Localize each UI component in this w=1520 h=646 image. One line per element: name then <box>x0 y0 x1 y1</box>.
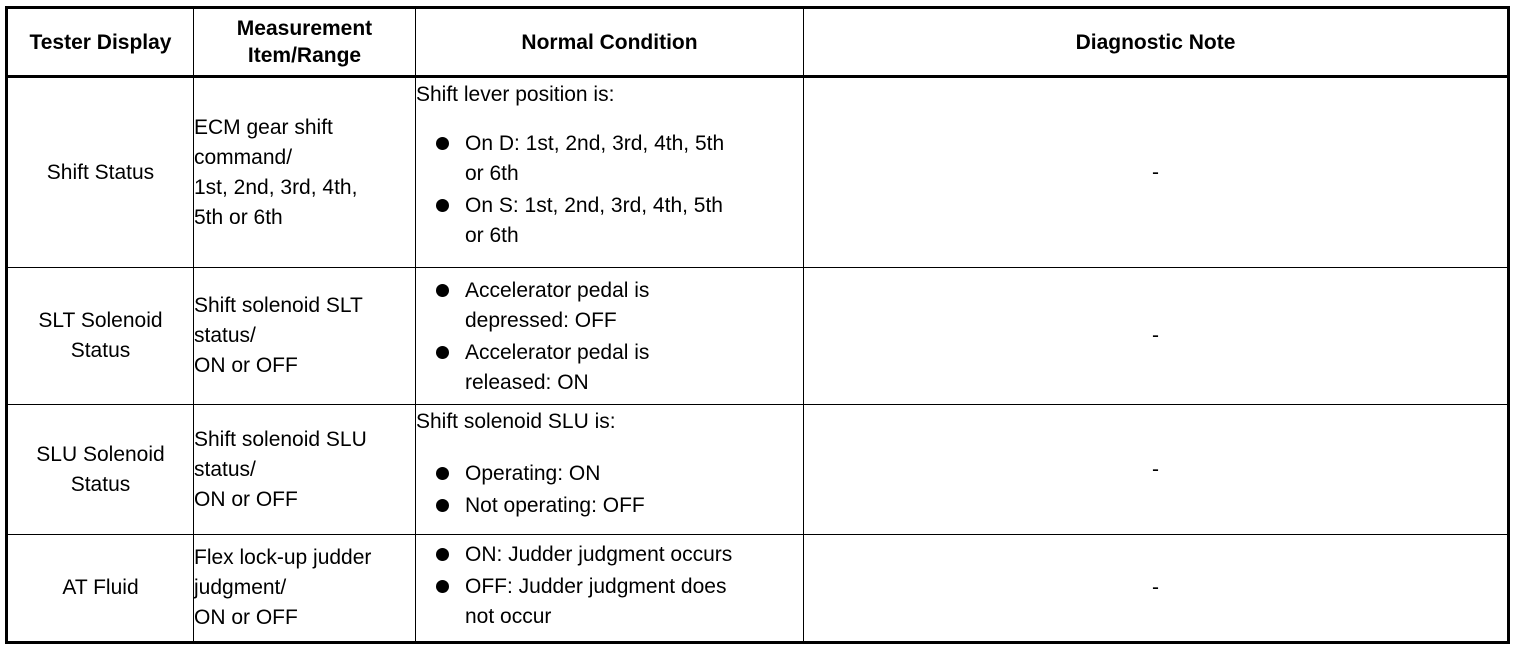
tester-display-cell <box>7 405 194 535</box>
measurement-item-line: 1st, 2nd, 3rd, 4th, <box>194 175 358 199</box>
list-item-line: Accelerator pedal is <box>465 341 650 364</box>
tester-display-cell <box>7 535 194 643</box>
measurement-item-line: Shift solenoid SLT <box>194 294 363 317</box>
bullet-icon <box>436 580 449 593</box>
diagnostic-data-table <box>5 6 1510 644</box>
tester-display-line: Status <box>70 339 131 362</box>
list-item <box>416 276 803 336</box>
measurement-item-cell <box>194 77 416 268</box>
list-item-line: or 6th <box>465 224 519 247</box>
diagnostic-note-text: - <box>1152 324 1159 347</box>
list-item-line: Not operating: OFF <box>465 494 645 517</box>
list-item <box>416 338 803 398</box>
list-item-line: not occur <box>465 605 552 628</box>
tester-display-cell <box>7 268 194 405</box>
bullet-icon <box>436 346 449 359</box>
measurement-item-cell <box>194 405 416 535</box>
list-item-line: depressed: OFF <box>465 309 617 332</box>
measurement-item-line: Flex lock-up judder <box>194 546 372 569</box>
measurement-item-line: status/ <box>194 324 256 347</box>
normal-condition-list <box>416 540 803 632</box>
table-row <box>7 535 1509 643</box>
diagnostic-note-text: - <box>1152 457 1159 481</box>
list-item-line: released: ON <box>465 371 589 394</box>
normal-condition-list <box>416 276 803 398</box>
tester-display-line: SLT Solenoid <box>38 309 163 332</box>
normal-condition-list <box>416 459 803 521</box>
normal-condition-list <box>416 129 803 251</box>
tester-display-line: AT Fluid <box>62 576 139 599</box>
list-item-line: On D: 1st, 2nd, 3rd, 4th, 5th <box>465 132 725 155</box>
diagnostic-note-cell <box>804 405 1509 535</box>
measurement-item-line: Shift solenoid SLU <box>194 427 367 451</box>
normal-condition-cell <box>416 535 804 643</box>
bullet-icon <box>436 467 449 480</box>
bullet-icon <box>436 548 449 561</box>
bullet-icon <box>436 199 449 212</box>
table-row <box>7 77 1509 268</box>
tester-display-line: Status <box>70 472 131 496</box>
list-item <box>416 572 803 632</box>
normal-condition-intro: Shift lever position is: <box>416 83 615 106</box>
measurement-item-line: ON or OFF <box>194 354 298 377</box>
header-normal-condition: Normal Condition <box>416 8 804 77</box>
diagnostic-note-text: - <box>1152 576 1159 599</box>
bullet-icon <box>436 284 449 297</box>
list-item <box>416 191 803 251</box>
measurement-item-cell <box>194 535 416 643</box>
measurement-item-line: ON or OFF <box>194 606 298 629</box>
header-diagnostic-note: Diagnostic Note <box>804 8 1509 77</box>
bullet-icon <box>436 137 449 150</box>
normal-condition-intro: Shift solenoid SLU is: <box>416 410 616 433</box>
list-item <box>416 540 803 570</box>
tester-display-cell <box>7 77 194 268</box>
list-item-line: ON: Judder judgment occurs <box>465 543 733 566</box>
table-row <box>7 405 1509 535</box>
tester-display-line: SLU Solenoid <box>36 442 165 466</box>
measurement-item-line: judgment/ <box>194 576 287 599</box>
measurement-item-line: status/ <box>194 457 256 481</box>
list-item-line: OFF: Judder judgment does <box>465 575 727 598</box>
normal-condition-cell <box>416 268 804 405</box>
measurement-item-line: command/ <box>194 145 293 169</box>
normal-condition-cell <box>416 405 804 535</box>
bullet-icon <box>436 499 449 512</box>
measurement-item-line: ECM gear shift <box>194 115 333 139</box>
list-item <box>416 491 803 521</box>
list-item <box>416 129 803 189</box>
table-row <box>7 268 1509 405</box>
header-row <box>7 8 1509 77</box>
list-item-line: Operating: ON <box>465 462 601 485</box>
measurement-item-line: 5th or 6th <box>194 205 283 229</box>
header-tester-display: Tester Display <box>7 8 194 77</box>
diagnostic-note-text: - <box>1152 160 1159 184</box>
list-item <box>416 459 803 489</box>
normal-condition-cell <box>416 77 804 268</box>
header-measurement-line: Item/Range <box>247 44 362 67</box>
diagnostic-note-cell <box>804 77 1509 268</box>
diagnostic-note-cell <box>804 268 1509 405</box>
list-item-line: or 6th <box>465 162 519 185</box>
header-measurement-item <box>194 8 416 77</box>
diagnostic-note-cell <box>804 535 1509 643</box>
header-measurement-line: Measurement <box>236 17 373 40</box>
measurement-item-cell <box>194 268 416 405</box>
measurement-item-line: ON or OFF <box>194 487 298 511</box>
list-item-line: On S: 1st, 2nd, 3rd, 4th, 5th <box>465 194 723 217</box>
list-item-line: Accelerator pedal is <box>465 279 650 302</box>
tester-display-line: Shift Status <box>46 160 155 184</box>
